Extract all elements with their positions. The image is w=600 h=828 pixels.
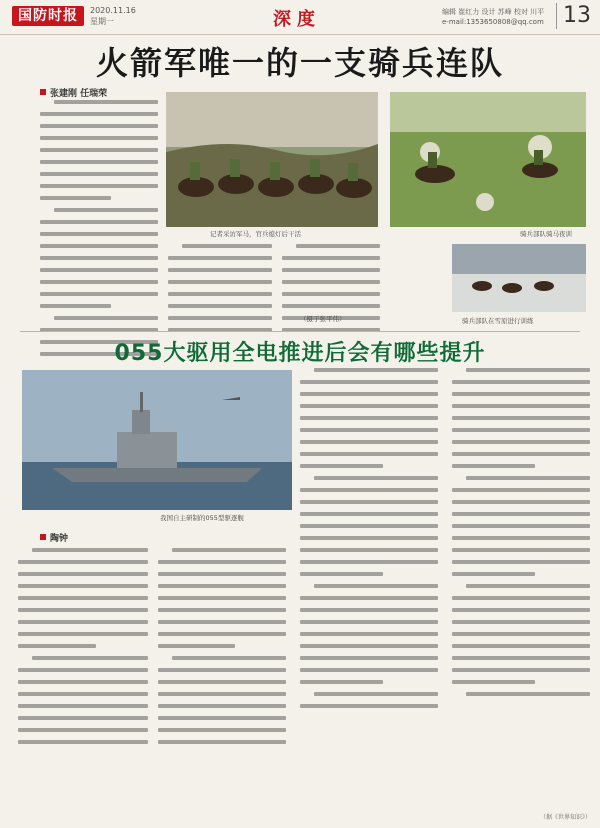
text-line-placeholder <box>314 692 438 696</box>
text-line-placeholder <box>296 244 380 248</box>
text-line-placeholder <box>18 608 148 612</box>
text-line-placeholder <box>282 256 380 260</box>
text-line-placeholder <box>452 656 590 660</box>
text-line-placeholder <box>158 620 286 624</box>
text-line-placeholder <box>18 632 148 636</box>
byline-square-icon <box>40 89 46 95</box>
text-line-placeholder <box>158 584 286 588</box>
text-line-placeholder <box>300 452 438 456</box>
text-line-placeholder <box>168 256 272 260</box>
text-line-placeholder <box>452 560 590 564</box>
issue-date-block <box>90 5 136 27</box>
text-line-placeholder <box>282 268 380 272</box>
text-line-placeholder <box>40 232 158 236</box>
text-line-placeholder <box>452 428 590 432</box>
story2-column-4 <box>452 368 590 704</box>
text-line-placeholder <box>300 416 438 420</box>
text-line-placeholder <box>300 488 438 492</box>
text-line-placeholder <box>40 304 111 308</box>
text-line-placeholder <box>54 208 158 212</box>
text-line-placeholder <box>300 644 438 648</box>
text-line-placeholder <box>452 524 590 528</box>
text-line-placeholder <box>158 572 286 576</box>
text-line-placeholder <box>452 416 590 420</box>
story-divider <box>20 331 580 332</box>
text-line-placeholder <box>452 608 590 612</box>
text-line-placeholder <box>40 292 158 296</box>
text-line-placeholder <box>32 656 148 660</box>
text-line-placeholder <box>40 256 158 260</box>
masthead <box>0 0 600 35</box>
text-line-placeholder <box>40 280 158 284</box>
story1-column-1 <box>40 100 158 364</box>
text-line-placeholder <box>18 572 148 576</box>
text-line-placeholder <box>300 548 438 552</box>
text-line-placeholder <box>158 668 286 672</box>
text-line-placeholder <box>18 740 148 744</box>
text-line-placeholder <box>300 608 438 612</box>
text-line-placeholder <box>282 304 380 308</box>
text-line-placeholder <box>158 644 235 648</box>
text-line-placeholder <box>300 404 438 408</box>
story2-byline <box>40 531 68 544</box>
text-line-placeholder <box>452 452 590 456</box>
editor-credits <box>442 7 544 27</box>
section-title: 深度 <box>273 9 321 30</box>
text-line-placeholder <box>452 632 590 636</box>
text-line-placeholder <box>40 124 158 128</box>
text-line-placeholder <box>452 548 590 552</box>
text-line-placeholder <box>300 524 438 528</box>
issue-weekday: 星期一 <box>90 17 114 26</box>
text-line-placeholder <box>300 656 438 660</box>
text-line-placeholder <box>300 392 438 396</box>
text-line-placeholder <box>40 172 158 176</box>
story1-photo-snowfield <box>452 244 586 312</box>
text-line-placeholder <box>18 620 148 624</box>
story1-column-3 <box>282 244 380 340</box>
story2-end-note: （据《世界知识》） <box>540 814 592 821</box>
story1-photo1-caption: 记者采访军马，官兵熄灯后干活 <box>210 230 301 238</box>
story1-author: 张建刚 任瑞荣 <box>50 89 108 99</box>
text-line-placeholder <box>452 536 590 540</box>
editor-email: e-mail:1353650808@qq.com <box>442 18 544 26</box>
text-line-placeholder <box>300 680 383 684</box>
text-line-placeholder <box>18 692 148 696</box>
text-line-placeholder <box>452 380 590 384</box>
text-line-placeholder <box>466 368 590 372</box>
text-line-placeholder <box>172 656 286 660</box>
story1-photo-charge <box>390 92 586 227</box>
text-line-placeholder <box>452 668 590 672</box>
text-line-placeholder <box>466 584 590 588</box>
editor-names: 编辑 崔红力 设计 苏峰 校对 川平 <box>442 8 545 16</box>
text-line-placeholder <box>168 280 272 284</box>
text-line-placeholder <box>452 680 535 684</box>
text-line-placeholder <box>282 280 380 284</box>
text-line-placeholder <box>40 196 111 200</box>
text-line-placeholder <box>158 608 286 612</box>
text-line-placeholder <box>300 572 383 576</box>
text-line-placeholder <box>282 292 380 296</box>
text-line-placeholder <box>40 136 158 140</box>
text-line-placeholder <box>300 380 438 384</box>
story2-photo-destroyer <box>22 370 292 510</box>
text-line-placeholder <box>158 632 286 636</box>
story2-photo-caption: 我国自主研制的055型驱逐舰 <box>160 514 244 522</box>
text-line-placeholder <box>300 512 438 516</box>
text-line-placeholder <box>168 316 272 320</box>
text-line-placeholder <box>18 680 148 684</box>
text-line-placeholder <box>18 596 148 600</box>
text-line-placeholder <box>54 316 158 320</box>
text-line-placeholder <box>18 704 148 708</box>
text-line-placeholder <box>172 548 286 552</box>
story1-end-note: （摄于张平伟） <box>300 315 346 323</box>
text-line-placeholder <box>314 476 438 480</box>
story2-author: 陶钟 <box>50 534 69 544</box>
text-line-placeholder <box>452 572 535 576</box>
text-line-placeholder <box>300 500 438 504</box>
text-line-placeholder <box>300 620 438 624</box>
text-line-placeholder <box>300 536 438 540</box>
text-line-placeholder <box>300 668 438 672</box>
text-line-placeholder <box>40 244 158 248</box>
story1-column-2 <box>168 244 272 340</box>
story1-photo3-caption: 骑兵部队在雪原进行训练 <box>462 317 534 325</box>
text-line-placeholder <box>158 704 286 708</box>
newspaper-logo: 国防时报 <box>12 6 84 26</box>
text-line-placeholder <box>158 740 286 744</box>
text-line-placeholder <box>158 680 286 684</box>
text-line-placeholder <box>452 464 535 468</box>
byline-square-icon <box>40 534 46 540</box>
text-line-placeholder <box>452 512 590 516</box>
text-line-placeholder <box>452 644 590 648</box>
text-line-placeholder <box>300 632 438 636</box>
text-line-placeholder <box>54 100 158 104</box>
text-line-placeholder <box>18 584 148 588</box>
text-line-placeholder <box>40 220 158 224</box>
text-line-placeholder <box>18 728 148 732</box>
text-line-placeholder <box>40 148 158 152</box>
text-line-placeholder <box>300 596 438 600</box>
text-line-placeholder <box>158 560 286 564</box>
story2-headline: 055大驱用全电推进后会有哪些提升 <box>114 341 486 366</box>
text-line-placeholder <box>314 368 438 372</box>
text-line-placeholder <box>300 704 438 708</box>
page-number: 13 <box>556 3 599 29</box>
text-line-placeholder <box>300 440 438 444</box>
text-line-placeholder <box>18 716 148 720</box>
text-line-placeholder <box>452 620 590 624</box>
text-line-placeholder <box>18 668 148 672</box>
story2-column-3 <box>300 368 438 716</box>
text-line-placeholder <box>452 404 590 408</box>
text-line-placeholder <box>452 596 590 600</box>
text-line-placeholder <box>452 488 590 492</box>
story1-photo2-caption: 骑兵部队骑马夜训 <box>520 230 572 238</box>
text-line-placeholder <box>168 304 272 308</box>
text-line-placeholder <box>18 560 148 564</box>
text-line-placeholder <box>168 292 272 296</box>
story2-column-2 <box>158 548 286 752</box>
issue-date: 2020.11.16 <box>90 6 136 15</box>
text-line-placeholder <box>40 160 158 164</box>
text-line-placeholder <box>158 596 286 600</box>
story1-byline <box>40 86 107 99</box>
text-line-placeholder <box>158 728 286 732</box>
text-line-placeholder <box>40 268 158 272</box>
text-line-placeholder <box>300 464 383 468</box>
text-line-placeholder <box>32 548 148 552</box>
story1-photo-cavalry-troop <box>166 92 378 227</box>
story2-column-1 <box>18 548 148 752</box>
text-line-placeholder <box>40 184 158 188</box>
text-line-placeholder <box>452 440 590 444</box>
text-line-placeholder <box>158 716 286 720</box>
text-line-placeholder <box>452 500 590 504</box>
text-line-placeholder <box>300 428 438 432</box>
story1-headline: 火箭军唯一的一支骑兵连队 <box>95 44 504 82</box>
text-line-placeholder <box>168 268 272 272</box>
text-line-placeholder <box>300 560 438 564</box>
text-line-placeholder <box>466 476 590 480</box>
text-line-placeholder <box>466 692 590 696</box>
text-line-placeholder <box>40 112 158 116</box>
text-line-placeholder <box>18 644 96 648</box>
text-line-placeholder <box>452 392 590 396</box>
text-line-placeholder <box>314 584 438 588</box>
text-line-placeholder <box>182 244 272 248</box>
text-line-placeholder <box>158 692 286 696</box>
